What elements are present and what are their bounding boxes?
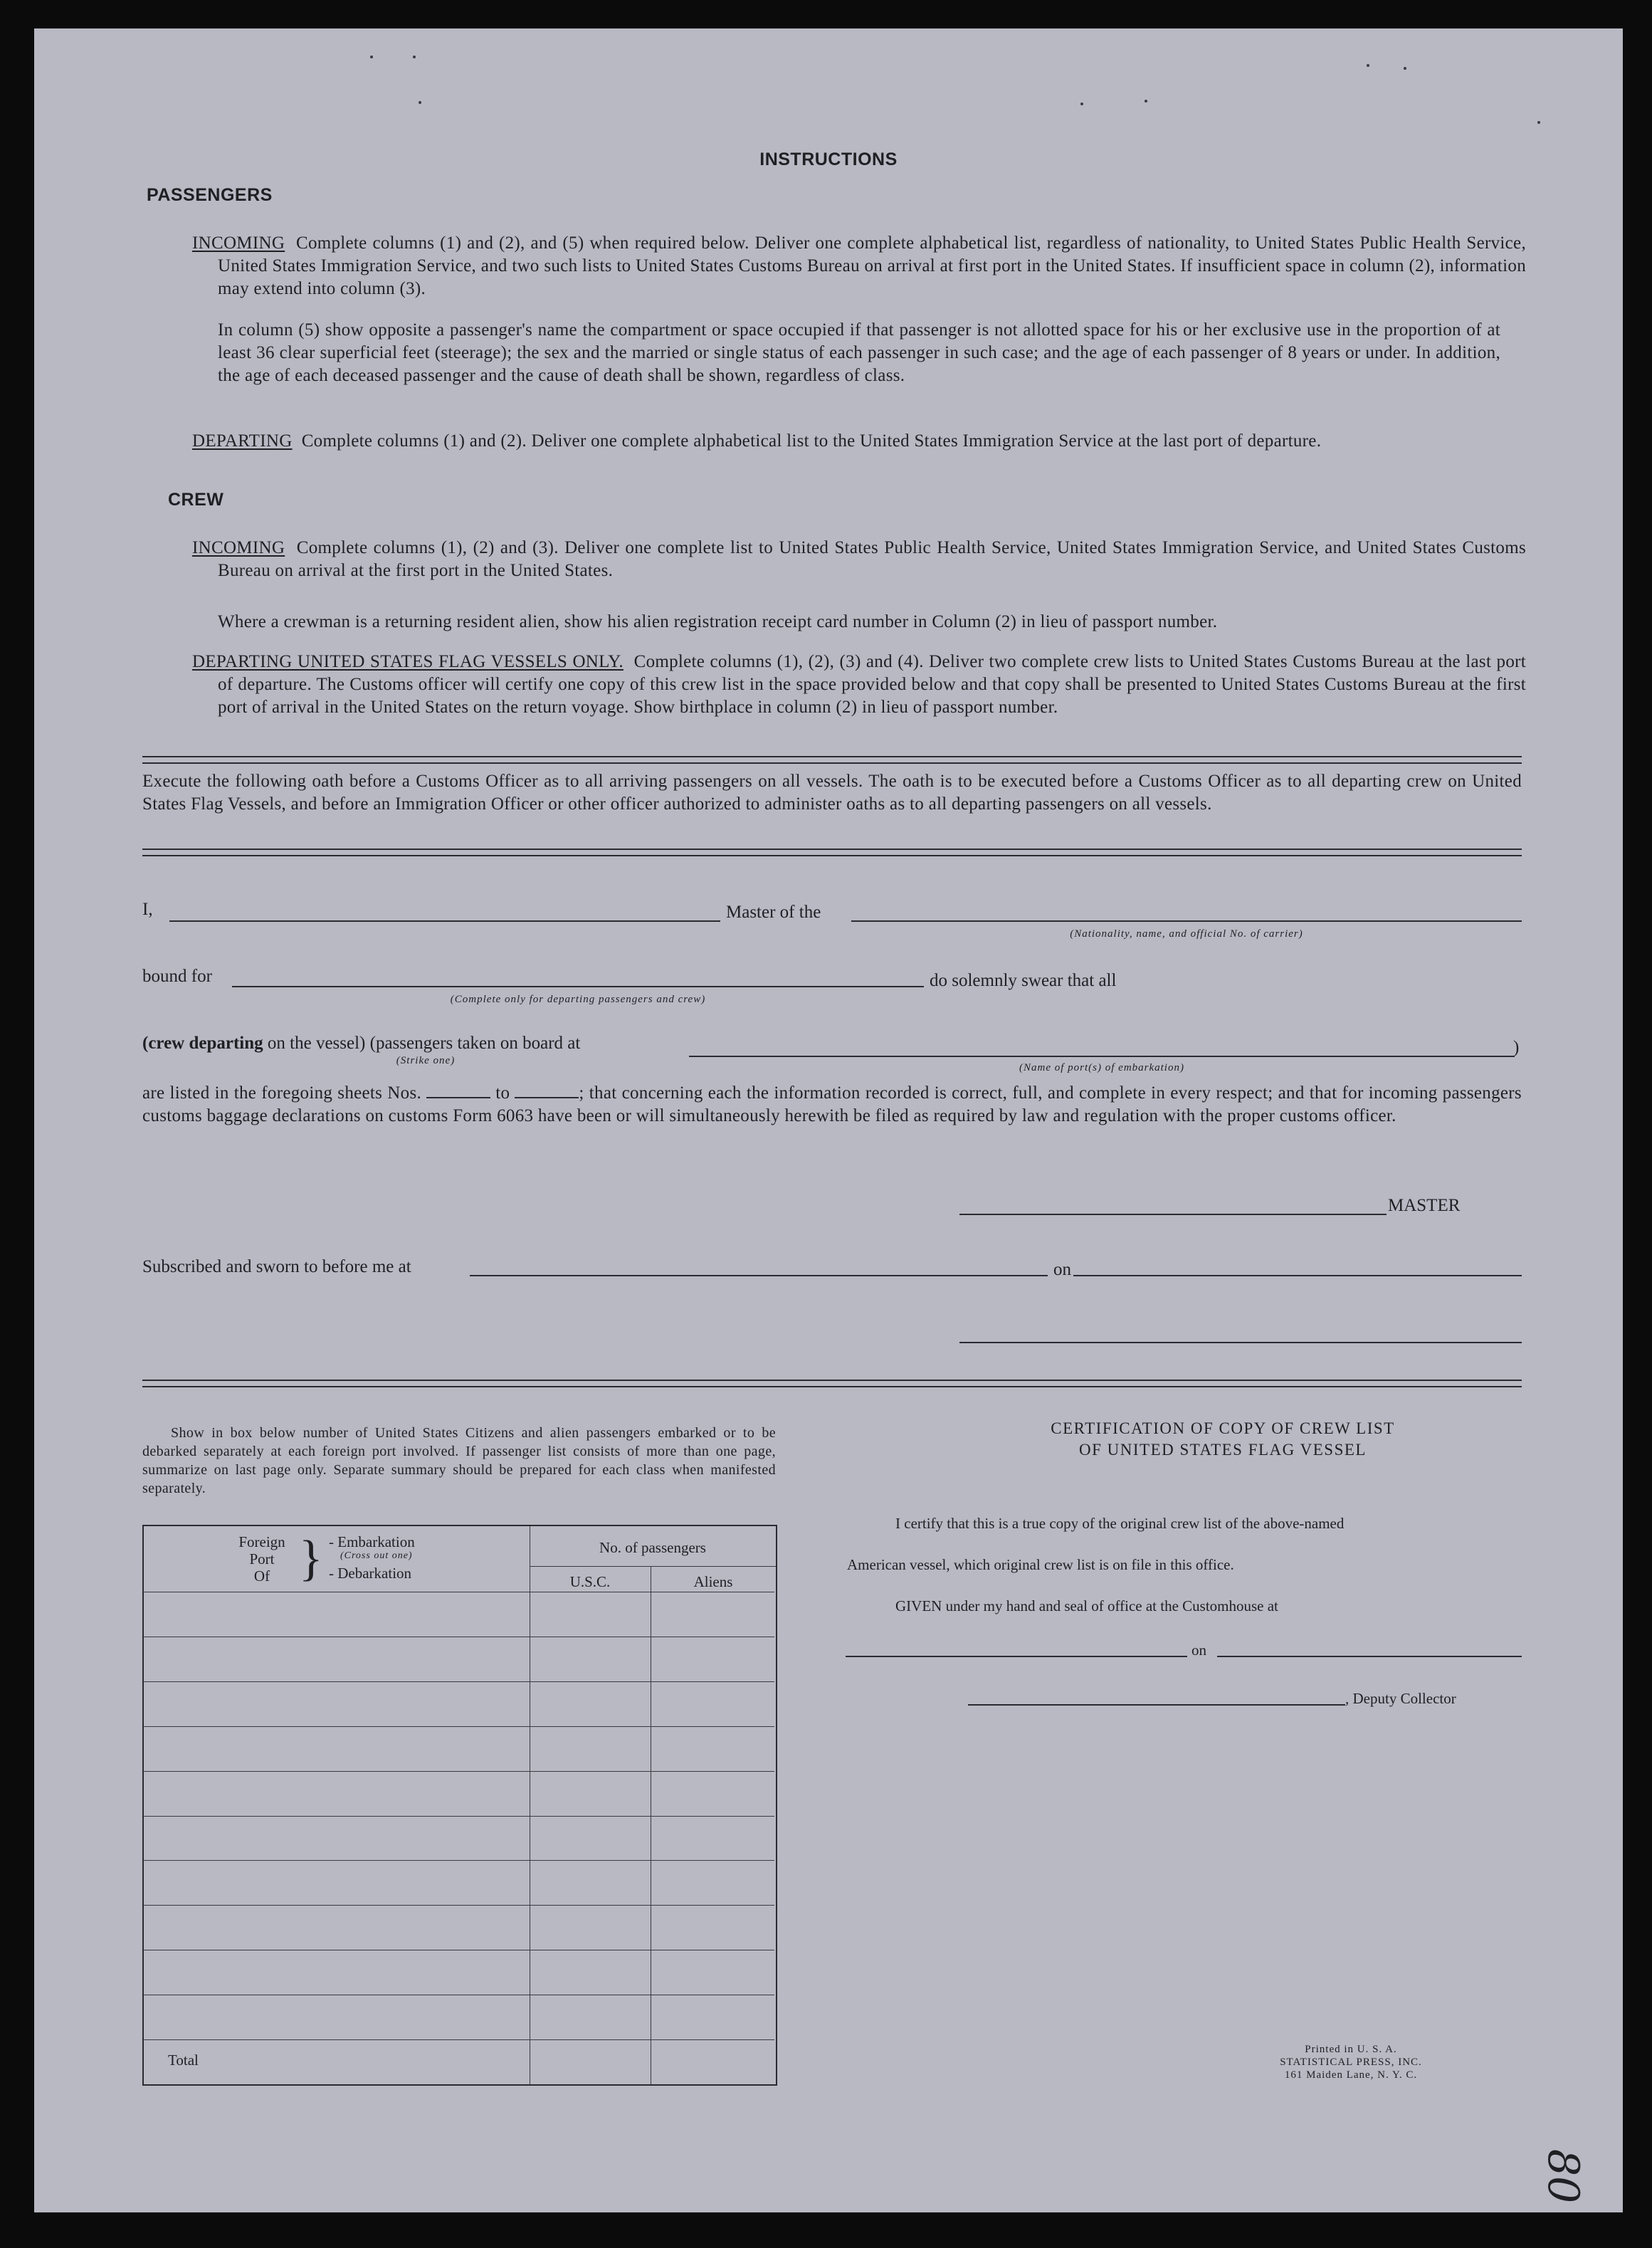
- oath-intro: Execute the following oath before a Customs Officer as to all arriving passengers on all vessels. The oath is to be executed before a Customs Officer as to all departing crew on United States Flag Vessels, and before an Immigration Officer or other officer authorized to administer oaths as to all departing passengers on all vessels.: [142, 772, 1522, 814]
- total-label: Total: [168, 2052, 199, 2069]
- strike-caption: (Strike one): [396, 1055, 456, 1066]
- table-cell-usc[interactable]: [531, 1996, 649, 2038]
- passengers-incoming-label: INCOMING: [192, 233, 285, 253]
- subscribed-place-field[interactable]: [470, 1275, 1048, 1276]
- instructions-title: INSTRUCTIONS: [759, 149, 898, 169]
- table-cell-port[interactable]: [144, 1772, 528, 1814]
- certification-on-label: on: [1191, 1642, 1206, 1659]
- subscribed-date-field[interactable]: [1073, 1275, 1522, 1276]
- foreign-port-of-label: [226, 1533, 298, 1585]
- embarkation-option[interactable]: - Embarkation: [329, 1533, 415, 1550]
- oath-i-label: I,: [142, 900, 153, 919]
- table-cell-port[interactable]: [144, 1906, 528, 1948]
- crew-departing-option[interactable]: (crew departing: [142, 1034, 263, 1053]
- certify-line-2: American vessel, which original crew list is on file in this office.: [847, 1556, 1234, 1573]
- foreign-label: Foreign: [238, 1533, 285, 1550]
- close-paren: ): [1513, 1038, 1520, 1057]
- subscribed-on-label: on: [1053, 1260, 1071, 1279]
- debarkation-option[interactable]: - Debarkation: [329, 1565, 412, 1582]
- no-passengers-header: No. of passengers: [599, 1539, 706, 1556]
- certification-title-1: CERTIFICATION OF COPY OF CREW LIST: [1051, 1419, 1395, 1437]
- table-cell-port[interactable]: [144, 2041, 528, 2083]
- column5-paragraph: In column (5) show opposite a passenger's name the compartment or space occupied if that passenger is not allotted space for his or her exclusive use in the proportion of at least 36 clear superficial feet (steerage); the sex and the married or single status of each passenger in such case; and the age of each passenger of 8 years or under. In addition, the age of each deceased passenger and the cause of death shall be shown, regardless of class.: [218, 320, 1500, 385]
- table-row-divider: [144, 1816, 774, 1817]
- table-cell-usc[interactable]: [531, 1728, 649, 1770]
- bound-for-field[interactable]: [232, 986, 924, 987]
- sheets-from-field[interactable]: [426, 1097, 490, 1098]
- bound-for-caption: (Complete only for departing passengers and crew): [450, 994, 706, 1005]
- speck: [419, 101, 421, 104]
- table-cell-port[interactable]: [144, 1996, 528, 2038]
- passengers-incoming-paragraph: [192, 232, 1526, 300]
- form-page: [34, 28, 1623, 2212]
- table-cell-port[interactable]: [144, 1728, 528, 1770]
- master-of-label: Master of the: [726, 903, 821, 922]
- table-row-divider: [144, 1726, 774, 1727]
- table-cell-aliens[interactable]: [652, 1996, 773, 2038]
- table-cell-port[interactable]: [144, 1817, 528, 1859]
- speck: [1080, 103, 1083, 105]
- sheets-to-field[interactable]: [515, 1097, 579, 1098]
- printer-imprint: [1244, 2043, 1458, 2081]
- table-cell-usc[interactable]: [531, 2041, 649, 2083]
- table-row-divider: [144, 1771, 774, 1772]
- passengers-departing-text: Complete columns (1) and (2). Deliver one complete alphabetical list to the United States Immigration Service at the last port of departure.: [301, 431, 1322, 451]
- table-cell-aliens[interactable]: [652, 1683, 773, 1725]
- table-cell-port[interactable]: [144, 1683, 528, 1725]
- table-cell-aliens[interactable]: [652, 2041, 773, 2083]
- speck: [1404, 67, 1406, 70]
- crew-departing-paragraph: [192, 651, 1526, 719]
- to-label: to: [495, 1083, 510, 1103]
- table-row-divider: [144, 1905, 774, 1906]
- ports-caption: (Name of port(s) of embarkation): [1019, 1062, 1184, 1073]
- table-cell-usc[interactable]: [531, 1906, 649, 1948]
- table-cell-aliens[interactable]: [652, 1638, 773, 1680]
- printer-line-3: 161 Maiden Lane, N. Y. C.: [1284, 2069, 1418, 2081]
- table-cell-usc[interactable]: [531, 1593, 649, 1635]
- speck: [413, 56, 416, 58]
- listed-text-a: are listed in the foregoing sheets Nos.: [142, 1083, 422, 1103]
- listed-text-b: ; that concerning each the information recorded is correct, full, and complete in every respect; and that for incoming passengers customs baggage declarations on customs Form 6063 have been or will simultaneously herewith be filed as required by law and regulation with the proper customs officer.: [142, 1083, 1522, 1125]
- crew-incoming-paragraph: [192, 537, 1526, 582]
- speck: [1537, 121, 1540, 124]
- deputy-signature-field[interactable]: [968, 1704, 1345, 1706]
- crew-departing-text: Complete columns (1), (2), (3) and (4). Deliver two complete crew lists to United States Customs Bureau at the last port of departure. The Customs officer will certify one copy of this crew list in the space provided below and that copy shall be presented to United States Customs Bureau at the first port of arrival in the United States on the return voyage. Show birthplace in column (2) in lieu of passport number.: [218, 652, 1526, 717]
- crew-passengers-line: [142, 1034, 580, 1054]
- table-row-divider: [144, 1681, 774, 1682]
- table-cell-aliens[interactable]: [652, 1861, 773, 1903]
- master-label: MASTER: [1388, 1196, 1461, 1215]
- bound-for-label: bound for: [142, 967, 212, 986]
- passengers-departing-label: DEPARTING: [192, 431, 293, 451]
- table-cell-port[interactable]: [144, 1951, 528, 1993]
- of-label: Of: [253, 1567, 270, 1585]
- table-cell-port[interactable]: [144, 1861, 528, 1903]
- swear-label: do solemnly swear that all: [930, 971, 1117, 990]
- table-cell-port[interactable]: [144, 1593, 528, 1635]
- speck: [370, 56, 373, 58]
- table-cell-usc[interactable]: [531, 1683, 649, 1725]
- usc-header: U.S.C.: [569, 1573, 611, 1590]
- handwritten-page-mark: 80: [1538, 2148, 1589, 2204]
- crew-heading: CREW: [168, 490, 224, 510]
- passengers-header-divider: [530, 1566, 776, 1567]
- given-line: GIVEN under my hand and seal of office at the Customhouse at: [895, 1597, 1278, 1614]
- divider-2: [142, 849, 1522, 856]
- box-intro: Show in box below number of United States Citizens and alien passengers embarked or to be debarked separately at each foreign port involved. If passenger list consists of more than one page, summarize on last page only. Separate summary should be prepared for each class when manifested separately.: [142, 1425, 776, 1496]
- crew-incoming-text: Complete columns (1), (2) and (3). Deliver one complete list to United States Public Health Service, United States Immigration Service, and United States Customs Bureau on arrival at the first port in the United States.: [218, 538, 1526, 580]
- printer-line-2: STATISTICAL PRESS, INC.: [1280, 2057, 1422, 2068]
- table-cell-aliens[interactable]: [652, 1728, 773, 1770]
- printer-line-1: Printed in U. S. A.: [1305, 2044, 1397, 2055]
- cross-out-caption: (Cross out one): [340, 1550, 413, 1561]
- master-signature-field[interactable]: [959, 1214, 1387, 1215]
- passengers-incoming-text: Complete columns (1) and (2), and (5) when required below. Deliver one complete alphabetical list, regardless of nationality, to United States Public Health Service, United States Immigration Service, and two such lists to United States Customs Bureau on arrival at first port in the United States. If insufficient space in column (2), information may extend into column (3).: [218, 233, 1527, 298]
- passengers-departing-paragraph: [192, 430, 1526, 453]
- aliens-header: Aliens: [693, 1573, 733, 1590]
- on-vessel-text: on the vessel): [267, 1034, 366, 1053]
- customhouse-field[interactable]: [846, 1656, 1187, 1657]
- sheets-paragraph: [142, 1082, 1522, 1128]
- carrier-field[interactable]: [851, 920, 1522, 922]
- officer-signature-field[interactable]: [959, 1342, 1522, 1343]
- speck: [1367, 64, 1369, 67]
- table-cell-usc[interactable]: [531, 1772, 649, 1814]
- table-cell-aliens[interactable]: [652, 1817, 773, 1859]
- embarkation-port-field[interactable]: [689, 1056, 1515, 1057]
- passengers-taken-option[interactable]: (passengers taken on board at: [369, 1034, 581, 1053]
- deputy-collector-label: , Deputy Collector: [1345, 1690, 1456, 1707]
- brace-icon: }: [299, 1531, 323, 1586]
- table-row-divider: [144, 1860, 774, 1861]
- crew-incoming-label: INCOMING: [192, 538, 285, 557]
- table-cell-aliens[interactable]: [652, 1906, 773, 1948]
- crew-departing-label: DEPARTING UNITED STATES FLAG VESSELS ONLY.: [192, 652, 624, 671]
- table-cell-usc[interactable]: [531, 1861, 649, 1903]
- table-cell-aliens[interactable]: [652, 1772, 773, 1814]
- certification-date-field[interactable]: [1217, 1656, 1522, 1657]
- table-cell-usc[interactable]: [531, 1817, 649, 1859]
- port-label: Port: [249, 1550, 275, 1567]
- divider-1: [142, 756, 1522, 764]
- subscribed-label: Subscribed and sworn to before me at: [142, 1257, 411, 1276]
- speck: [1145, 100, 1147, 103]
- table-row-divider: [144, 2039, 774, 2040]
- carrier-caption: (Nationality, name, and official No. of carrier): [1070, 928, 1303, 940]
- passengers-heading: PASSENGERS: [147, 185, 273, 205]
- table-cell-aliens[interactable]: [652, 1951, 773, 1993]
- table-cell-usc[interactable]: [531, 1951, 649, 1993]
- crew-resident-paragraph: Where a crewman is a returning resident alien, show his alien registration receipt card number in Column (2) in lieu of passport number.: [218, 612, 1218, 631]
- certification-title-2: OF UNITED STATES FLAG VESSEL: [1079, 1441, 1367, 1459]
- table-cell-port[interactable]: [144, 1638, 528, 1680]
- table-cell-aliens[interactable]: [652, 1593, 773, 1635]
- divider-3: [142, 1380, 1522, 1387]
- name-field[interactable]: [169, 920, 720, 922]
- table-cell-usc[interactable]: [531, 1638, 649, 1680]
- certify-line-1: I certify that this is a true copy of the original crew list of the above-named: [895, 1515, 1345, 1532]
